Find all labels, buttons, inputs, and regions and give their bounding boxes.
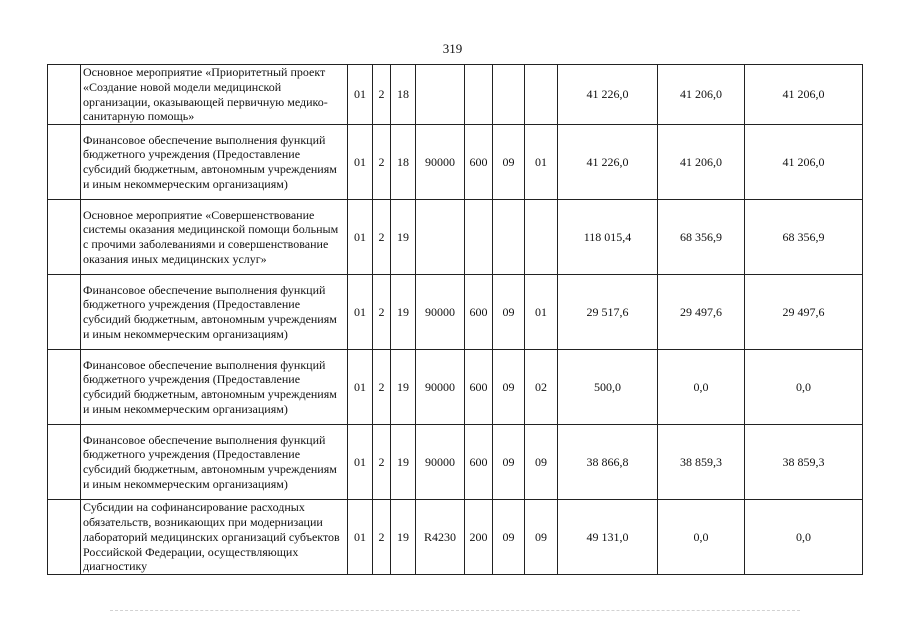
amount-cell: 0,0 <box>658 350 745 425</box>
code-cell <box>465 65 493 125</box>
code-cell: 200 <box>465 500 493 575</box>
code-cell <box>416 200 465 275</box>
code-cell <box>525 65 558 125</box>
amount-cell: 0,0 <box>745 350 863 425</box>
code-cell <box>416 65 465 125</box>
blank-cell <box>48 200 81 275</box>
code-cell: 2 <box>373 65 391 125</box>
code-cell: 09 <box>493 350 525 425</box>
code-cell: 01 <box>348 425 373 500</box>
table-row <box>48 65 863 125</box>
amount-cell: 41 226,0 <box>558 125 658 200</box>
code-cell: 19 <box>391 200 416 275</box>
table-row <box>48 200 863 275</box>
code-cell: 19 <box>391 275 416 350</box>
scan-artifact-line <box>110 610 800 611</box>
amount-cell: 38 859,3 <box>658 425 745 500</box>
code-cell: 2 <box>373 125 391 200</box>
amount-cell: 41 206,0 <box>658 125 745 200</box>
amount-cell: 38 866,8 <box>558 425 658 500</box>
amount-cell: 41 206,0 <box>658 65 745 125</box>
code-cell: 2 <box>373 350 391 425</box>
code-cell: 09 <box>493 275 525 350</box>
amount-cell: 41 226,0 <box>558 65 658 125</box>
code-cell: 01 <box>348 350 373 425</box>
code-cell: 600 <box>465 275 493 350</box>
code-cell <box>465 200 493 275</box>
amount-cell: 41 206,0 <box>745 125 863 200</box>
row-description: Финансовое обеспечение выполнения функций бюджетного учреждения (Предоставление субсидий бюджетным, автономным учреждениям и иным некоммерческим организациям) <box>81 425 348 500</box>
blank-cell <box>48 275 81 350</box>
amount-cell: 0,0 <box>658 500 745 575</box>
code-cell: 90000 <box>416 425 465 500</box>
code-cell: 01 <box>525 275 558 350</box>
code-cell: 09 <box>525 500 558 575</box>
code-cell: 09 <box>493 425 525 500</box>
blank-cell <box>48 65 81 125</box>
code-cell: 600 <box>465 125 493 200</box>
row-description: Основное мероприятие «Совершенствование системы оказания медицинской помощи больным с прочими заболеваниями и совершенствование оказания иных медицинских услуг» <box>81 200 348 275</box>
code-cell: 01 <box>348 65 373 125</box>
code-cell: 01 <box>348 275 373 350</box>
code-cell: 19 <box>391 350 416 425</box>
code-cell <box>525 200 558 275</box>
row-description: Субсидии на софинансирование расходных обязательств, возникающих при модернизации лабораторий медицинских организаций субъектов Российской Федерации, осуществляющих диагностику <box>81 500 348 575</box>
code-cell <box>493 65 525 125</box>
code-cell: 09 <box>493 125 525 200</box>
code-cell: 90000 <box>416 125 465 200</box>
table-row <box>48 500 863 575</box>
amount-cell: 68 356,9 <box>658 200 745 275</box>
code-cell: 18 <box>391 65 416 125</box>
code-cell <box>493 200 525 275</box>
code-cell: 18 <box>391 125 416 200</box>
budget-table <box>47 64 863 575</box>
code-cell: 09 <box>525 425 558 500</box>
code-cell: 90000 <box>416 350 465 425</box>
code-cell: 19 <box>391 500 416 575</box>
code-cell: 2 <box>373 500 391 575</box>
amount-cell: 38 859,3 <box>745 425 863 500</box>
code-cell: R4230 <box>416 500 465 575</box>
code-cell: 09 <box>493 500 525 575</box>
amount-cell: 500,0 <box>558 350 658 425</box>
table-row <box>48 275 863 350</box>
table-row <box>48 425 863 500</box>
amount-cell: 29 517,6 <box>558 275 658 350</box>
amount-cell: 118 015,4 <box>558 200 658 275</box>
code-cell: 600 <box>465 350 493 425</box>
code-cell: 2 <box>373 425 391 500</box>
code-cell: 19 <box>391 425 416 500</box>
table-row <box>48 125 863 200</box>
amount-cell: 29 497,6 <box>658 275 745 350</box>
row-description: Финансовое обеспечение выполнения функций бюджетного учреждения (Предоставление субсидий бюджетным, автономным учреждениям и иным некоммерческим организациям) <box>81 125 348 200</box>
blank-cell <box>48 500 81 575</box>
code-cell: 01 <box>348 200 373 275</box>
code-cell: 90000 <box>416 275 465 350</box>
code-cell: 01 <box>348 125 373 200</box>
amount-cell: 68 356,9 <box>745 200 863 275</box>
row-description: Основное мероприятие «Приоритетный проект «Создание новой модели медицинской организации, оказывающей первичную медико-санитарную помощь» <box>81 65 348 125</box>
amount-cell: 49 131,0 <box>558 500 658 575</box>
amount-cell: 29 497,6 <box>745 275 863 350</box>
page-number: 319 <box>442 41 463 56</box>
code-cell: 02 <box>525 350 558 425</box>
blank-cell <box>48 350 81 425</box>
amount-cell: 41 206,0 <box>745 65 863 125</box>
code-cell: 01 <box>525 125 558 200</box>
row-description: Финансовое обеспечение выполнения функций бюджетного учреждения (Предоставление субсидий бюджетным, автономным учреждениям и иным некоммерческим организациям) <box>81 275 348 350</box>
blank-cell <box>48 425 81 500</box>
table-row <box>48 350 863 425</box>
blank-cell <box>48 125 81 200</box>
code-cell: 01 <box>348 500 373 575</box>
code-cell: 2 <box>373 200 391 275</box>
code-cell: 600 <box>465 425 493 500</box>
row-description: Финансовое обеспечение выполнения функций бюджетного учреждения (Предоставление субсидий бюджетным, автономным учреждениям и иным некоммерческим организациям) <box>81 350 348 425</box>
amount-cell: 0,0 <box>745 500 863 575</box>
code-cell: 2 <box>373 275 391 350</box>
